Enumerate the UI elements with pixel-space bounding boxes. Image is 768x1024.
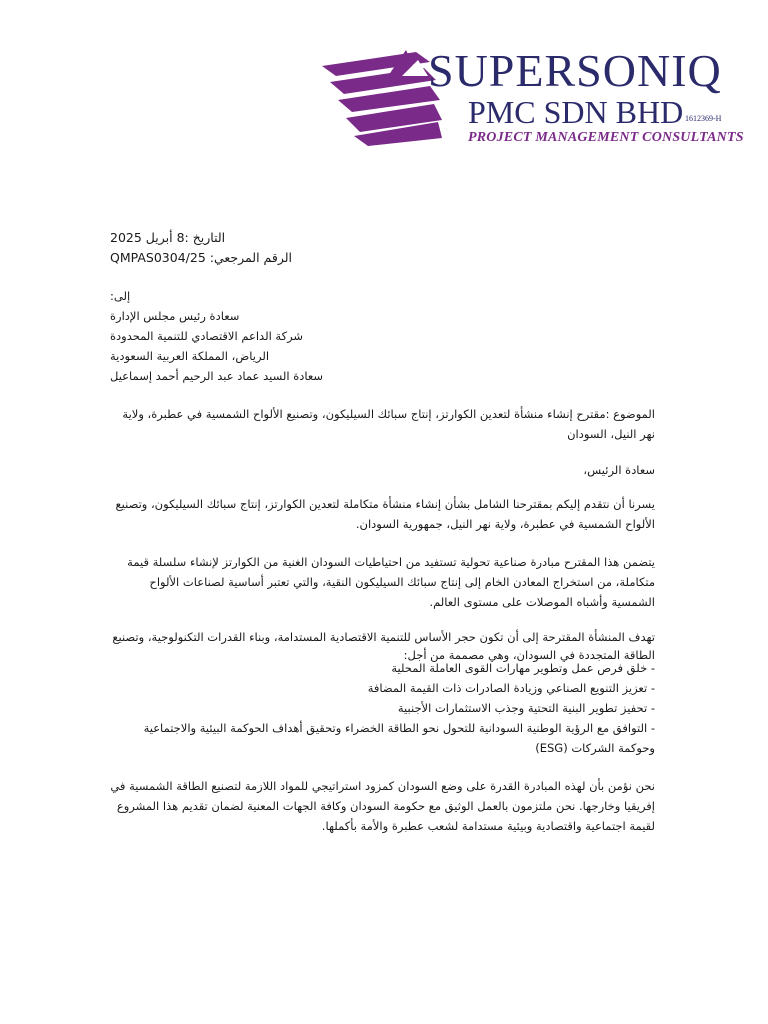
letter-subject: الموضوع :مقترح إنشاء منشأة لتعدين الكوارتز، إنتاج سبائك السيليكون، وتصنيع الألواح الشمسية في عطبرة، ولاية نهر النيل، السودان	[122, 407, 655, 441]
letter-closing-paragraph: نحن نؤمن بأن لهذه المبادرة القدرة على وضع السودان كمزود استراتيجي للمواد اللازمة لتصنيع الطاقة الشمسية في إفريقيا وخارجها. نحن ملتزمون بالعمل الوثيق مع حكومة السودان وكافة الجهات المعنية لضمان تقديم هذا المشروع لقيمة اجتماعية واقتصادية وبيئية مستدامة لشعب عطبرة والأمة بأكملها.	[110, 779, 655, 833]
recipient-line: سعادة رئيس مجلس الإدارة	[110, 309, 240, 323]
recipient-line: شركة الداعم الاقتصادي للتنمية المحدودة	[110, 329, 304, 343]
recipient-to-label: إلى:	[110, 289, 131, 303]
letter-intro-paragraph: يسرنا أن نتقدم إليكم بمقترحنا الشامل بشأن إنشاء منشأة متكاملة لتعدين الكوارتز، إنتاج سبائك السيليكون، وتصنيع الألواح الشمسية في عطبرة، ولاية نهر النيل، جمهورية السودان.	[115, 497, 655, 531]
letter-aims-intro: تهدف المنشأة المقترحة إلى أن تكون حجر الأساس للتنمية الاقتصادية المستدامة، وبناء القدرات التكنولوجية، وتصنيع الطاقة المتجددة في السودان، وهي مصممة من أجل:	[112, 630, 655, 662]
company-subtitle: PMC SDN BHD	[468, 94, 684, 130]
aims-list	[110, 658, 655, 758]
registration-number: 1612369-H	[685, 114, 722, 123]
list-item: - تعزيز التنويع الصناعي وزيادة الصادرات ذات القيمة المضافة	[367, 681, 655, 695]
company-tagline: PROJECT MANAGEMENT CONSULTANTS	[468, 130, 744, 145]
recipient-line: الرياض، المملكة العربية السعودية	[110, 349, 270, 363]
recipient-line: سعادة السيد عماد عبد الرحيم أحمد إسماعيل	[110, 369, 324, 383]
list-item: - خلق فرص عمل وتطوير مهارات القوى العاملة المحلية	[391, 661, 655, 675]
list-item: - تحفيز تطوير البنية التحتية وجذب الاستثمارات الأجنبية	[397, 701, 655, 715]
letter-date: التاريخ :8 أبريل 2025	[110, 230, 226, 245]
list-item: - التوافق مع الرؤية الوطنية السودانية للتحول نحو الطاقة الخضراء وتحقيق أهداف الحوكمة البيئية والاجتماعية وحوكمة الشركات (ESG)	[143, 721, 655, 755]
letter-salutation: سعادة الرئيس،	[583, 463, 655, 477]
company-name: SUPERSONIQ	[428, 45, 722, 96]
reference-number: الرقم المرجعي: QMPAS0304/25	[110, 250, 292, 265]
company-logo	[318, 46, 748, 156]
letter-overview-paragraph: يتضمن هذا المقترح مبادرة صناعية تحولية تستفيد من احتياطيات السودان الغنية من الكوارتز لإنشاء سلسلة قيمة متكاملة، من استخراج المعادن الخام إلى إنتاج سبائك السيليكون النقية، والتي تعتبر أساسية لصناعات الألواح الشمسية وأشباه الموصلات على مستوى العالم.	[127, 555, 655, 609]
